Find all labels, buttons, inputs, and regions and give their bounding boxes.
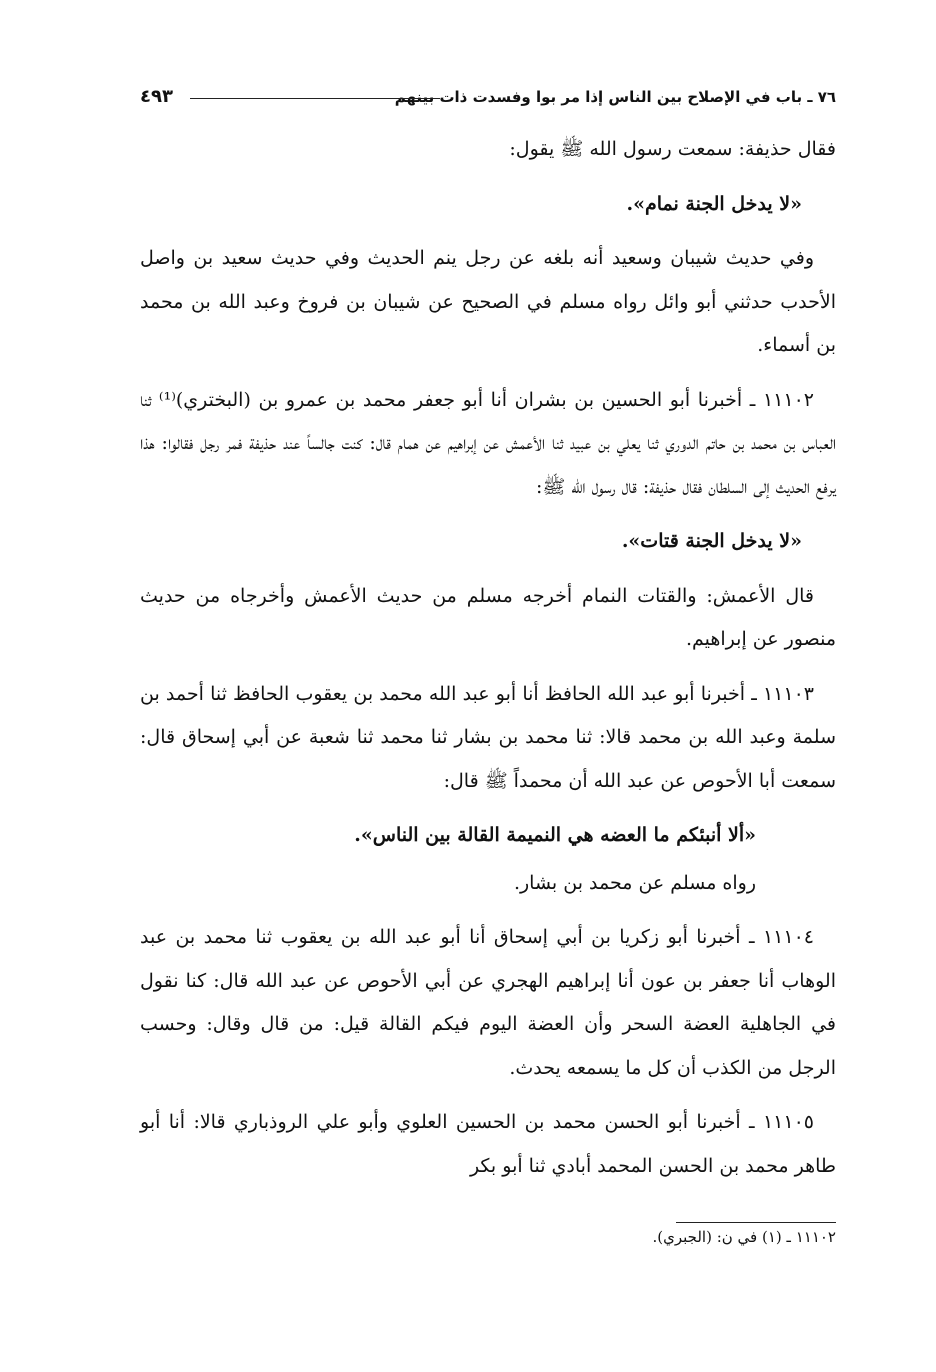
footnote: ١١١٠٢ ـ (١) في ن: (الجبري). (652, 1228, 836, 1246)
hadith-quote-1: «لا يدخل الجنة نمام». (626, 192, 802, 215)
running-header (140, 84, 836, 114)
header-rule (190, 98, 440, 99)
chapter-title: ٧٦ ـ باب في الإصلاح بين الناس إذا مر بوا وفسدت ذات بينهم (394, 88, 836, 106)
main-text (140, 128, 836, 1199)
hadith-11105: ١١١٠٥ ـ أخبرنا أبو الحسن محمد بن الحسين العلوي وأبو علي الروذباري قالا: أنا أبو طاهر محمد بن الحسن المحمد أبادي ثنا أبو بكر (140, 1111, 836, 1177)
paragraph-commentary-1: قال الأعمش: والقتات النمام أخرجه مسلم من حديث الأعمش وأخرجاه من حديث منصور عن إبراهيم. (140, 584, 836, 650)
hadith-11103: ١١١٠٣ ـ أخبرنا أبو عبد الله الحافظ أنا أبو عبد الله محمد بن يعقوب الحافظ ثنا أحمد بن سلمة وعبد الله بن محمد قالا: ثنا محمد بن بشار ثنا محمد ثنا شعبة عن أبي إسحاق قال: سمعت أبا الأحوص عن عبد الله أن محمداً ﷺ قال: (140, 682, 836, 792)
paragraph-narration-2: رواه مسلم عن محمد بن بشار. (513, 871, 756, 894)
paragraph-intro: فقال حذيفة: سمعت رسول الله ﷺ يقول: (509, 138, 836, 160)
hadith-quote-3: «ألا أنبئكم ما العضه هي النميمة القالة بين الناس». (354, 824, 756, 846)
hadith-11102: ١١١٠٢ ـ أخبرنا أبو الحسين بن بشران أنا أبو جعفر محمد بن عمرو بن (البختري)⁽¹⁾ ثنا العباس بن محمد بن حاتم الدوري ثنا يعلي بن عبيد ثنا الأعمش عن إبراهيم عن همام قال: كنت جالساً عند حذيفة فمر رجل فقالوا: هذا يرفع الحديث إلى السلطان فقال حذيفة: قال رسول الله ﷺ: (140, 388, 836, 498)
footnote-rule (676, 1222, 836, 1223)
hadith-quote-2: «لا يدخل الجنة قتات». (621, 530, 802, 552)
paragraph-narration-1: وفي حديث شيبان وسعيد أنه بلغه عن رجل ينم الحديث وفي حديث سعيد بن واصل الأحدب حدثني أبو وائل رواه مسلم في الصحيح عن شيبان بن فروخ وعبد الله بن محمد بن أسماء. (140, 247, 836, 356)
hadith-11104: ١١١٠٤ ـ أخبرنا أبو زكريا بن أبي إسحاق أنا أبو عبد الله بن يعقوب ثنا محمد بن عبد الوهاب أنا جعفر بن عون أنا إبراهيم الهجري عن أبي الأحوص عن عبد الله قال: كنا نقول في الجاهلية العضة السحر وأن العضة اليوم فيكم القالة قيل: من قال وقال: وحسب الرجل من الكذب أن كل ما يسمعه يحدث. (140, 926, 836, 1079)
page-number: ٤٩٣ (140, 86, 173, 107)
